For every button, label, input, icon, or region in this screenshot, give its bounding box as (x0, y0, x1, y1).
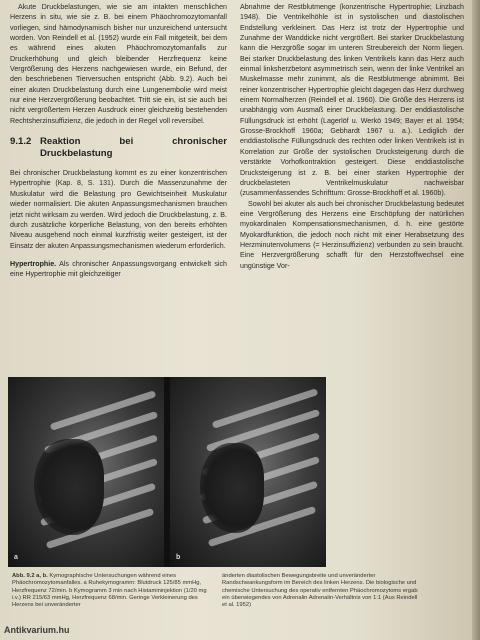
hypertrophy-label: Hypertrophie. (10, 259, 57, 268)
hypertrophy-paragraph (10, 259, 227, 280)
kymogram-figure (8, 377, 326, 567)
section-title: Reaktion bei chronischer Druckbelastung (40, 136, 227, 160)
figure-caption-label: Abb. 9.2 a, b. (12, 573, 48, 579)
heart-shadow-b (200, 443, 264, 533)
right-paragraph-2: Sowohl bei akuter als auch bei chronischer Druckbelastung bedeutet eine Vergrößerung des Herzens eine Erschöpfung der natürlichen myokardinalen Kompensationsmechanismen, d. h. eine gestörte Myokardfunktion, die jedoch noch nicht mit einer Herabsetzung des Herzminutenvolumens (= Herzinsuffizienz) verbunden zu sein braucht. Eine Herzvergrößerung schafft für den Herzstoffwechsel eine ungünstige Vor- (240, 199, 464, 270)
chronic-paragraph: Bei chronischer Druckbelastung kommt es zu einer konzentrischen Hypertrophie (Kap. 8, S. 131). Durch die Massenzunahme der Muskulatur wird die Belastung pro Gewichtseinheit Muskulatur wieder normalisiert. Die akuten Anpassungsmechanismen brauchen jetzt nicht wirksam zu werden. Wird jedoch die Druckbelastung, z. B. durch zusätzliche körperliche Belastung, von den bereits erhöhten Niveau ausgehend noch einmal kurzfristig weiter gesteigert, ist der Einsatz der akuten Anpassungsmechanismen wiederum erforderlich. (10, 169, 227, 250)
hypertrophy-text: Als chronischer Anpassungsvorgang entwickelt sich eine Hypertrophie mit gleichzeitiger (10, 259, 227, 279)
panel-a-label: a (14, 554, 18, 561)
right-paragraph-1: Abnahme der Restblutmenge (konzentrische Hypertrophie; Linzbach 1948). Die Ventrikelhöhle ist in systolischen und diastolischen Endstellung verkleinert. Das Herz ist trotz der Hypertrophie und Zunahme der Wanddicke nicht vergrößert. Bei starker Druckbelastung kann die Herzgröße sogar im unteren Streubereich der Norm liegen. Bei starker Druckbelastung des linken Ventrikels kann das Herz auch einmal linksherzbetont asymmetrisch sein, wenn der linke Ventrikel an Muskelmasse mehr zunimmt, als die Restblutmenge abnimmt. Bei reiner konzentrischer Hypertrophie gleicht dagegen das Herz durchweg einem Normalherzen (Reindell et al. 1960). Die Größe des Herzens ist unabhängig vom Ausmaß einer Druckbelastung. Der enddiastolische Füllungsdruck ist erhöht (Lagerlöf u. Werkö 1949; Bayer et al. 1954; Grosse-Brockhoff 1960a; Gebhardt 1967 u. a.). Lediglich der enddiastolische Füllungsdruck des rechten oder linken Ventrikels ist in Korrelation zur Größe der systolischen Drucksteigerung durch die verstärkte Vorhofkontraktion gesteigert. Diese enddiastolische Drucksteigerung ist z. B. bei einer starken Hypertrophie der druckbelasteten Ventrikelmuskulatur nachweisbar (zusammenfassendes Schrifttum: Grosse-Brockhoff et al. 1960b). (240, 3, 464, 198)
section-number: 9.1.2 (10, 136, 32, 148)
page-edge (472, 0, 480, 640)
panel-b-label: b (176, 554, 181, 561)
intro-paragraph: Akute Druckbelastungen, wie sie am intakten menschlichen Herzens in situ, wie sie z. B. bei einem Phäochromozytomanfall vorliegen, sind hämodynamisch bisher nur unzureichend untersucht worden. Von Reindell et al. (1952) wurde ein Fall mitgeteilt, bei dem es während eines akuten Phäochromozytomanfalls zur Druckerhöhung und gleich bleibender Herzfrequenz keine Vergrößerung des Herzens nachgewiesen wurde, ein Befund, der den beschriebenen Tierversuchen entspricht (Abb. 9.2). Auch bei einer akuten Druckbelastung durch eine Lungenembolie wird meist nur eine Herzvergrößerung beobachtet. Tritt sie ein, ist sie auch bei nicht vergrößertem Herzen Ausdruck einer gleichzeitig bestehenden Rechtsherzinsuffizienz, die jedoch in der Regel voll reversibel. (10, 3, 227, 125)
section-heading (10, 136, 227, 160)
figure-caption-left (12, 573, 210, 609)
watermark: Antikvarium.hu (4, 625, 70, 635)
figure-caption-text: Kymographische Untersuchungen während eines Phäochromozytomanfalles. a Ruhekymogramm: Blutdruck 125/85 mmHg, Herzfrequenz 72/min. b Kymogramm 3 min nach Histamininjektion (1/20 mg i.v.) RR 215/63 mmHg, Herzfrequenz 68/min. Geringe Verkleinerung des Herzens bei unveränderter (12, 573, 207, 609)
right-column (240, 2, 464, 271)
heart-shadow-a (34, 439, 104, 535)
figure-caption-right: änderten diastolischen Bewegungsbreite und unveränderter Randschwankungsform im Bereich des linken Herzens. Die biologische und chemische Untersuchung des operativ entfernten Phäochromozytoms ergab ein überwiegendes von Adrenalin Adrenalin-Verhältnis von 1:1 (Aus Reindell et al. 1952) (222, 573, 418, 609)
left-column (10, 2, 227, 280)
kymogram-panel-b (170, 377, 326, 567)
kymogram-panel-a (8, 377, 164, 567)
